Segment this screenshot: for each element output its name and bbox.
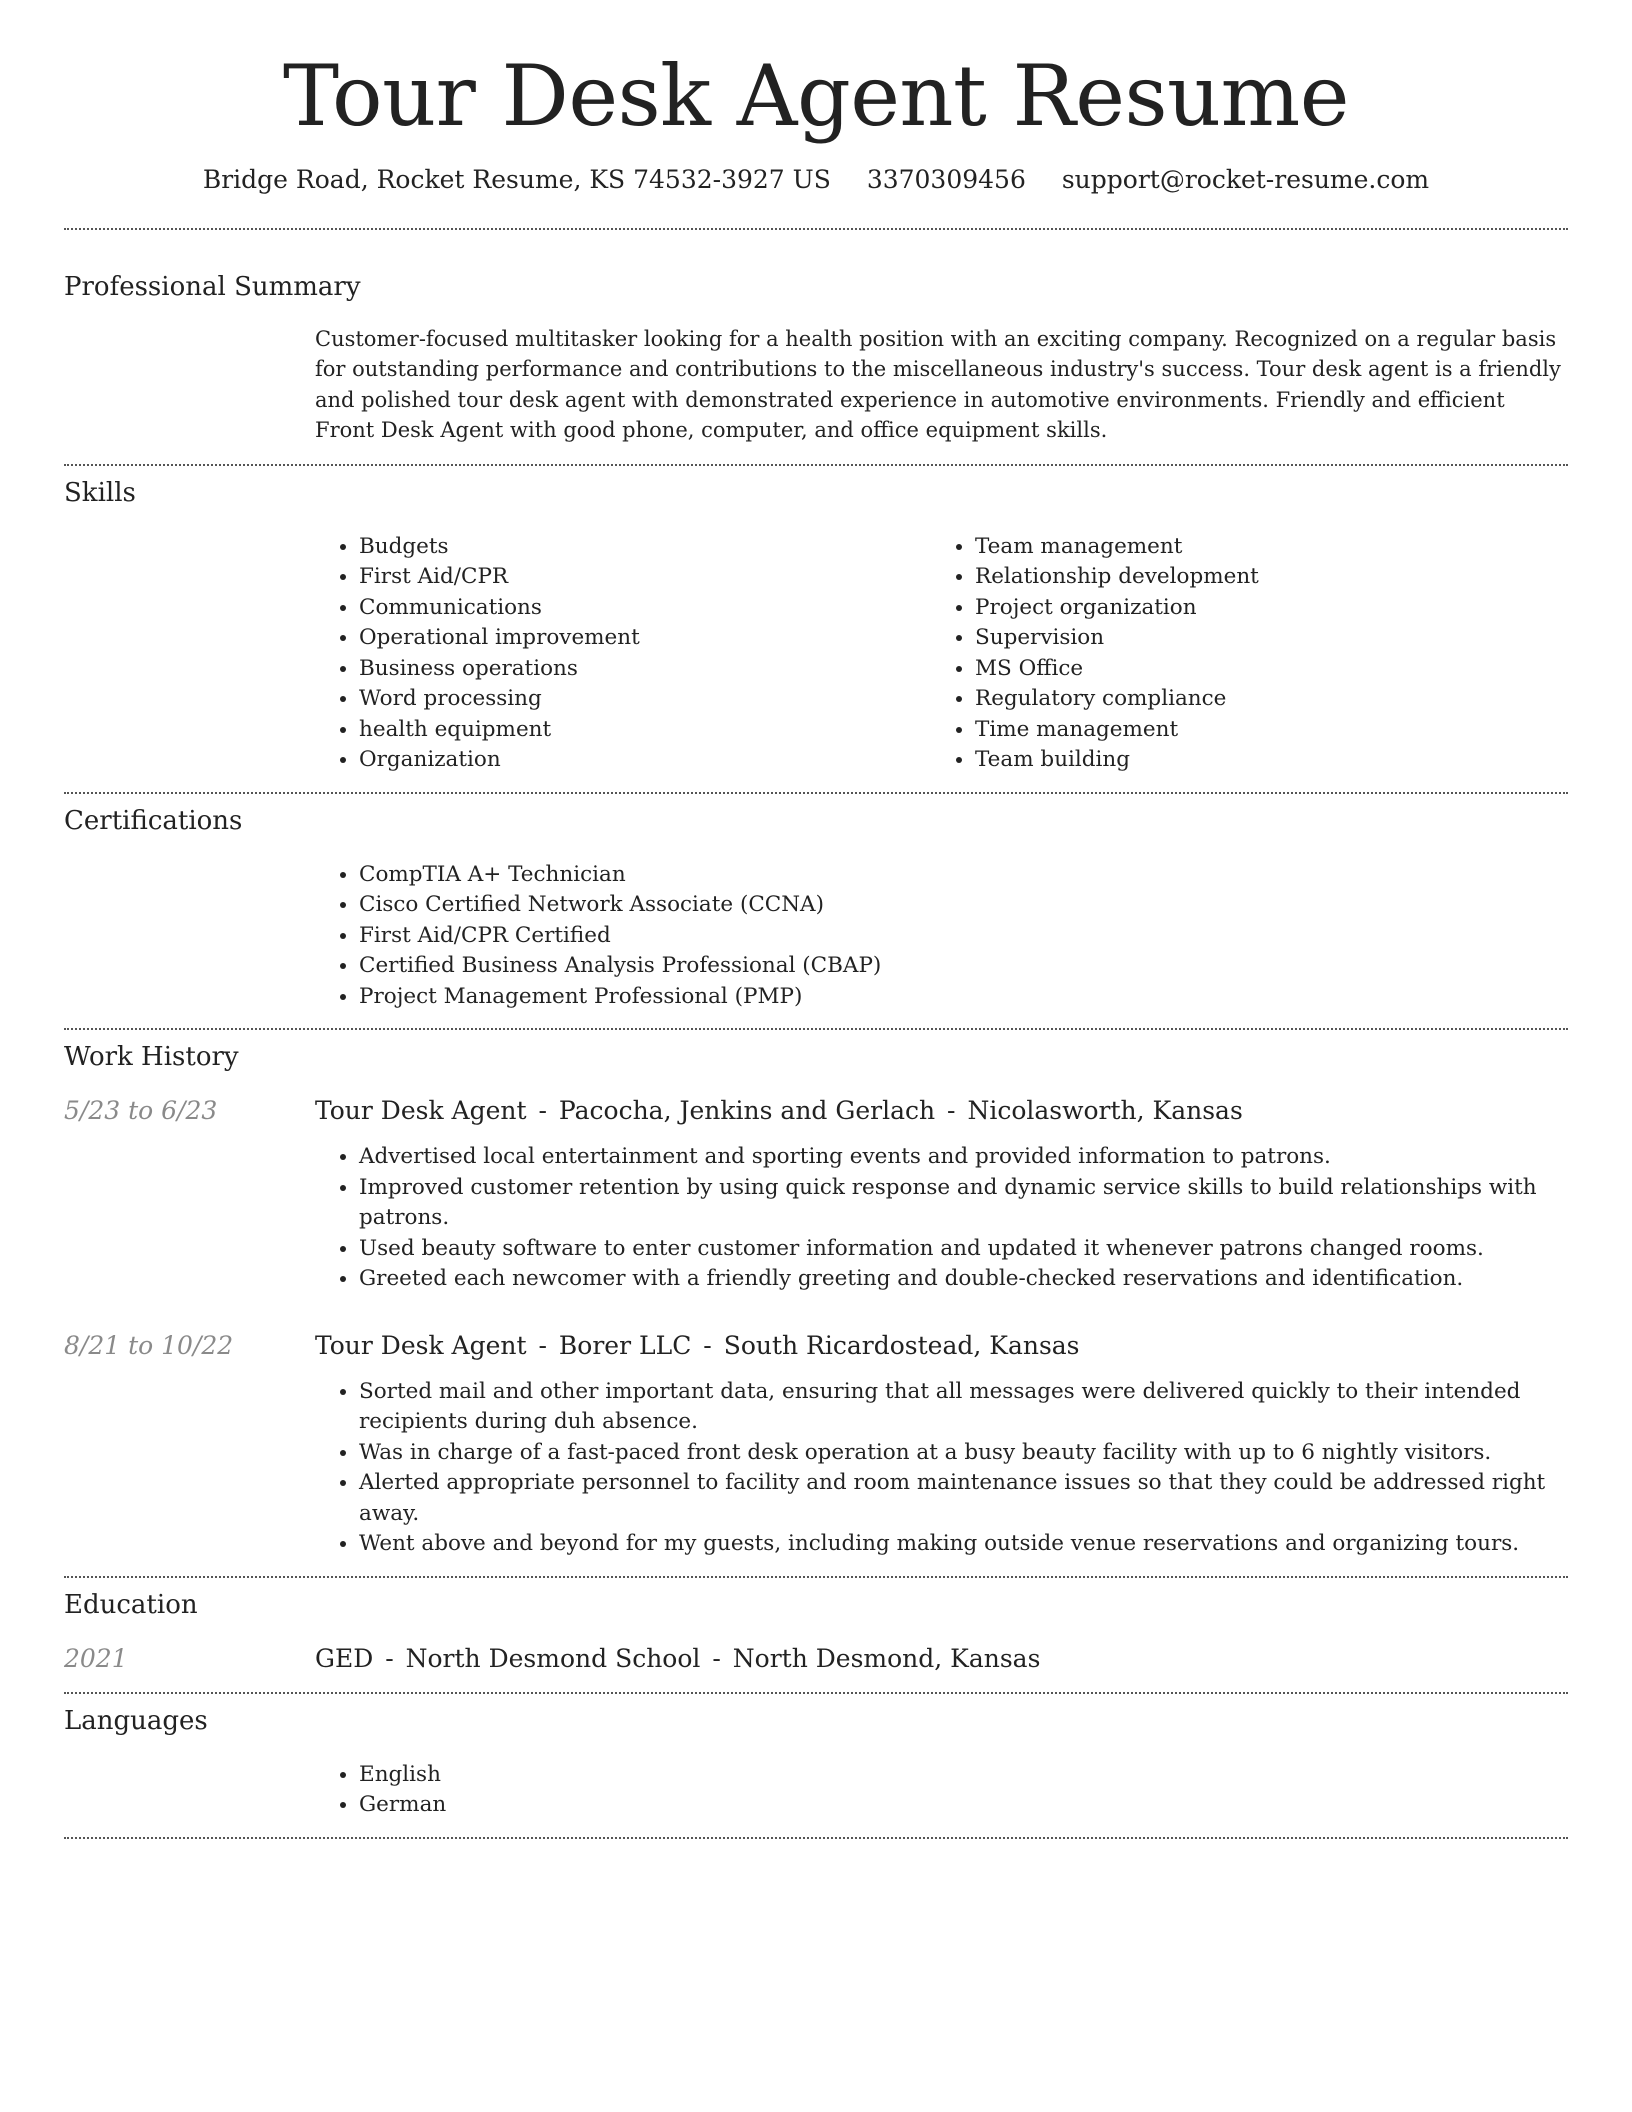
skill-item: • Relationship development [975, 562, 1568, 593]
section-divider [64, 1837, 1568, 1839]
education-entry [64, 1642, 1568, 1676]
skill-item: • Team building [975, 745, 1568, 776]
contact-line [64, 165, 1568, 194]
job-dates: 8/21 to 10/22 [64, 1330, 234, 1360]
job-location: Nicolasworth, Kansas [967, 1096, 1243, 1126]
contact-address: Bridge Road, Rocket Resume, KS 74532-3927 US [202, 164, 831, 194]
section-title-work-history: Work History [64, 1042, 239, 1073]
certifications-body [315, 860, 1568, 1013]
job-heading [315, 1094, 1568, 1128]
certification-item: • CompTIA A+ Technician [359, 860, 1568, 891]
skill-item: • Communications [359, 593, 931, 624]
job-company: Borer LLC [558, 1330, 692, 1360]
section-title-certifications: Certifications [64, 805, 243, 836]
language-item: • English [359, 1760, 1568, 1791]
education-degree: GED [315, 1643, 374, 1673]
skill-item: • Business operations [359, 654, 931, 685]
skill-item: • First Aid/CPR [359, 562, 931, 593]
section-education [64, 1578, 1568, 1692]
job-entry [64, 1329, 1568, 1560]
skill-item: • Operational improvement [359, 623, 931, 654]
skill-item: • Time management [975, 715, 1568, 746]
job-entry [64, 1094, 1568, 1295]
job-bullet: • Sorted mail and other important data, ensuring that all messages were delivered quickly to their intended recipients during duh absence. [359, 1377, 1568, 1438]
job-bullet: • Went above and beyond for my guests, including making outside venue reservations and organizing tours. [359, 1529, 1568, 1560]
job-location: South Ricardostead, Kansas [723, 1330, 1080, 1360]
skill-item: • MS Office [975, 654, 1568, 685]
job-bullet: • Improved customer retention by using quick response and dynamic service skills to build relationships with patrons. [359, 1173, 1568, 1234]
certification-item: • Certified Business Analysis Professional (CBAP) [359, 951, 1568, 982]
resume-title: Tour Desk Agent Resume [282, 47, 1350, 145]
job-bullet: • Alerted appropriate personnel to facility and room maintenance issues so that they could be addressed right away. [359, 1468, 1568, 1529]
separator: - [703, 1330, 712, 1360]
summary-text: Customer-focused multitasker looking for a health position with an exciting company. Recognized on a regular basis for outstanding performance and contributions to the miscellaneous industry's success. Tour desk agent is a friendly and polished tour desk agent with demonstrated experience in automotive environments. Friendly and efficient Front Desk Agent with good phone, computer, and office equipment skills. [315, 326, 1561, 443]
section-title-education: Education [64, 1589, 198, 1620]
skill-item: • health equipment [359, 715, 931, 746]
skill-item: • Word processing [359, 684, 931, 715]
job-details [315, 1094, 1568, 1295]
job-title: Tour Desk Agent [315, 1096, 527, 1126]
job-heading [315, 1329, 1568, 1363]
job-details [315, 1329, 1568, 1560]
skills-list-left [315, 532, 931, 776]
section-title-skills: Skills [64, 477, 136, 508]
skill-item: • Team management [975, 532, 1568, 563]
section-title-summary: Professional Summary [64, 271, 361, 302]
languages-body [315, 1760, 1568, 1821]
languages-list [315, 1760, 1568, 1821]
resume-header [64, 0, 1568, 194]
skill-item: • Regulatory compliance [975, 684, 1568, 715]
job-bullets [315, 1377, 1568, 1560]
separator: - [538, 1330, 547, 1360]
language-item: • German [359, 1790, 1568, 1821]
job-bullets [315, 1142, 1568, 1295]
education-heading [315, 1642, 1568, 1676]
section-summary [64, 230, 1568, 464]
skills-list-right [931, 532, 1568, 776]
separator: - [385, 1643, 394, 1673]
education-school: North Desmond School [405, 1643, 701, 1673]
job-bullet: • Advertised local entertainment and sporting events and provided information to patrons. [359, 1142, 1568, 1173]
contact-email: support@rocket-resume.com [1061, 164, 1430, 194]
section-certifications [64, 794, 1568, 1029]
section-work-history [64, 1030, 1568, 1576]
education-year: 2021 [64, 1643, 128, 1673]
section-title-languages: Languages [64, 1705, 208, 1736]
job-bullet: • Was in charge of a fast-paced front desk operation at a busy beauty facility with up to 6 nightly visitors. [359, 1438, 1568, 1469]
certification-item: • First Aid/CPR Certified [359, 921, 1568, 952]
job-dates: 5/23 to 6/23 [64, 1096, 218, 1126]
section-languages [64, 1694, 1568, 1837]
skill-item: • Organization [359, 745, 931, 776]
certifications-list [315, 860, 1568, 1013]
skills-body [315, 532, 1568, 776]
skill-item: • Budgets [359, 532, 931, 563]
job-title: Tour Desk Agent [315, 1330, 527, 1360]
separator: - [712, 1643, 721, 1673]
skill-item: • Project organization [975, 593, 1568, 624]
certification-item: • Project Management Professional (PMP) [359, 982, 1568, 1013]
skill-item: • Supervision [975, 623, 1568, 654]
separator: - [538, 1096, 547, 1126]
job-bullet: • Greeted each newcomer with a friendly greeting and double-checked reservations and identification. [359, 1264, 1568, 1295]
job-bullet: • Used beauty software to enter customer information and updated it whenever patrons changed rooms. [359, 1234, 1568, 1265]
education-location: North Desmond, Kansas [732, 1643, 1041, 1673]
certification-item: • Cisco Certified Network Associate (CCNA) [359, 890, 1568, 921]
job-company: Pacocha, Jenkins and Gerlach [558, 1096, 936, 1126]
contact-phone: 3370309456 [866, 164, 1026, 194]
separator: - [947, 1096, 956, 1126]
section-skills [64, 466, 1568, 792]
summary-body [315, 324, 1568, 446]
